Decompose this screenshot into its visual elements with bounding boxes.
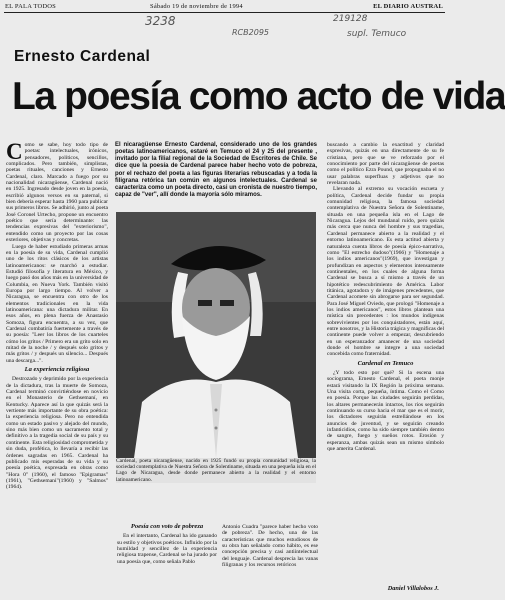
handwritten-number: 3238 <box>145 14 176 28</box>
paragraph-col4-2: Llevando al extremo su vocación escueta y política, Cardenal decide fundar su propia comunidad religiosa, la famosa sociedad contemplativa de Nuestra Señora de Solentiname, situada en una pequeña isla en el Lago de Nicaragua. Lejos del mundanal ruido, pero quizás más cerca que nunca del hombre y sus tragedias, Cardenal permanece abierto a la realidad y el entorno latinoamericano. Es esta actitud abierta y naturaleza cuenta libros de poesía épico-narrativa, como "El estrecho dudoso"(1966) y "Homenaje a los indios americanos"(1969), que investigan y profundizan en aspectos y elementos intensamente continentales, en los cuales de alguna forma Cardenal se busca a sí mismo a través de un hipotético redescubrimiento de América. Labor titánica, agotadora y de imágenes precedentes, que Cardenal acomete sin abrogarse para ser segundad. Para José Miguel Oviedo, que prologó "Homenaje a los indios americanos", estos libros plantean una mística sin precedentes : los mundos indígenas sobrevivientes por los conquistadores, están aquí, entre nosotros, y la Historia trágica y magníficas del continente puede volver a empezar, descubriendo en un esperanzador amanecer de una sociedad donde el hombre se integre a una sociedad concebida como fraternidad. <box>327 186 444 358</box>
article-kicker: Ernesto Cardenal <box>14 48 151 65</box>
column-4 <box>327 142 444 584</box>
paragraph-col4-1: buscando a cambio la exactitud y claridad expresivas, quizás en una directamente de su fe cristiana, pero que se ve reforzado por el conocimiento por parte del nicaragüense de poetas como el político Ezra Pound, que propugnaba el no usar palabras superfluas y adjetivos que no revelaran nada. <box>327 142 444 187</box>
subheading-religious-experience: La experiencia religiosa <box>24 366 90 374</box>
column-2 <box>117 524 217 594</box>
photo-caption: Cardenal, poeta nicaragüense, nacido en 1925 fundó su propia comunidad religiosa, la sociedad contemplativa de Nuestra Señora de Solentiname, situada en una pequeña isla en el Lago de Nicaragua, desde donde permanece abierto a la realidad y el entorno latinoamericano. <box>116 458 316 483</box>
header-rule <box>4 12 445 13</box>
author-signature: Daniel Villalobos J. <box>387 585 439 592</box>
drop-cap: C <box>6 139 23 164</box>
portrait-image <box>116 212 316 458</box>
paragraph-col2: En el intertanto, Cardenal ha ido ganando su estilo y objetivos poéticos. Influido por la humildad y sencillez de la experiencia religiosa trapense, Cardenal se ha jurado por una poesía que, como señala Pablo <box>117 533 217 565</box>
paragraph-col3: Antonio Cuadra "parece haber hecho voto de pobreza". De hecho, una de las características que muchos estudiosos de su obra han señalado como hábito, es ese concepción precisa y casi antiintelectual del lenguaje. Cardenal desprecia las vanas filigranas y los recursos retóricos <box>222 524 318 569</box>
column-3 <box>222 524 318 594</box>
subheading-poverty-vow: Poesía con voto de pobreza <box>130 523 204 530</box>
handwritten-reference: RCB2095 <box>232 28 269 37</box>
header-newspaper-name: EL DIARIO AUSTRAL <box>373 3 443 10</box>
handwritten-code: 219128 <box>333 14 368 24</box>
lead-paragraph: El nicaragüense Ernesto Cardenal, considerado uno de los grandes poetas latinoamericanos, estaré en Temuco el 24 y 25 del presente , invitado por la filial regional de la Sociedad de Escritores de Chile. Se dice que la poesía de Cardenal parece haber hecho voto de pobreza, por el rechazo del poeta a las figuras literarias rebuscadas y a toda la filigrana retórica tan común en algunos intelectuales. Cardenal se caracteriza como un poeta directo, casi un cronista de nuestro tiempo, capaz de "ver", allí donde la mayoría sólo miramos. <box>115 142 317 199</box>
header-section-name: EL PALA TODOS <box>5 3 57 10</box>
portrait-photo <box>116 212 316 458</box>
subheading-cardenal-in-temuco: Cardenal en Temuco <box>357 359 414 367</box>
paragraph-3: Destrozado y deprimido por la experiencia de la dictadura, tras la muerte de Somoza, Cardenal terminó convirtiéndose en novicio en el Monasterio de Gethsemaní, en Kentucky. Aparece así la que quizás será la vertiente más importante de su obra poética: la experiencia religiosa. Pero no entendida como un estado pasivo y alejado del mundo, sino más bien como un sacramento total y definitivo a la tragedia social de su país y su continente. Esta religiosidad comprometida y sin duda, profética, lo llevaría a recibir las órdenes sagradas en 1965. Cardenal ha publicado mis esperadas de su vida y su poesía poética, expresada en obras como "Hora 0" (1960), el famoso "Epigramas"(1961), "Gethsemani"(1960) y "Salmos"(1964). <box>6 376 108 491</box>
paragraph-1: omo se sabe, hoy todo tipo de poetas: intelectuales, irónicos, pensadores, políticos, sencillos, complicados. Pero también, simplistas, poetas rituales, canciones y Ernesto Cardenal, claro. Marcado a fuego por su nacionalidad nicaragüense, Cardenal nació en 1925. Ingresado desde joven en la poesía, escribió algunos versos en su paternal, si bien debería esperar hasta 1960 para publicar sus primeros libros. Se adhirió, junto al poeta José Coronel Urtecho, propone un encuentro poético que sería determinante: las tendencias expresivas del "exteriorismo", entendido como un proyecto por las cosas exteriores, objetivas y concretas. <box>6 142 108 244</box>
article-headline: La poesía como acto de vida <box>12 75 505 118</box>
paragraph-2: Luego de haber estudiado primeras armas en la poesía de su vida, Cardenal cumplió uno de los ritos clásicos de los artistas latinoamericanos: se marchó a estudiar. Estudió filosofía y literatura en México, y luego pasó dos años más en la universidad de Columbia, en Nueva York. También visitó Europa por largo tiempo. Al volver a Nicaragua, se encuentra con otro de los elementos tradicionales en la vida latinoamericana: una dictadura militar. En esos años, en plena fuerza de Anastasio Somoza, figura encuentra, a su vez, que Cardenal combatiría fuertemente a través de su poesía: "Leer los libros de los cuarteles cómo los gritos / Primero era un grito solo en mitad de la noche / y después solo gritos y más gritos / y después un silencio... Después una descarga...". <box>6 243 108 364</box>
column-1 <box>6 139 108 592</box>
header-date: Sábado 19 de noviembre de 1994 <box>150 3 243 10</box>
paragraph-col4-3: ¿Y todo esto por qué? Si la escena una sociograma, Ernesto Cardenal, el poeta monje estará visitando la IX Región la próxima semana. Una visita corta, pequeña, íntima. Como el Como en poesía. Porque las ciudades seguirán perdidas, los altares permanecerán intactos, los ríos seguirán continuando su curso hacia el mar que es el morir, los dictadores seguirán estrellándose en los anuncios de juventud, y se seguirán creando infanticidios, como ha sido siempre también dentro de sangre, fuego y sueños rotos. Erosión y esperanza, ambas quizás sean un mismo símbolo que amerita Cardenal. <box>327 370 444 453</box>
handwritten-note: supl. Temuco <box>347 29 407 39</box>
